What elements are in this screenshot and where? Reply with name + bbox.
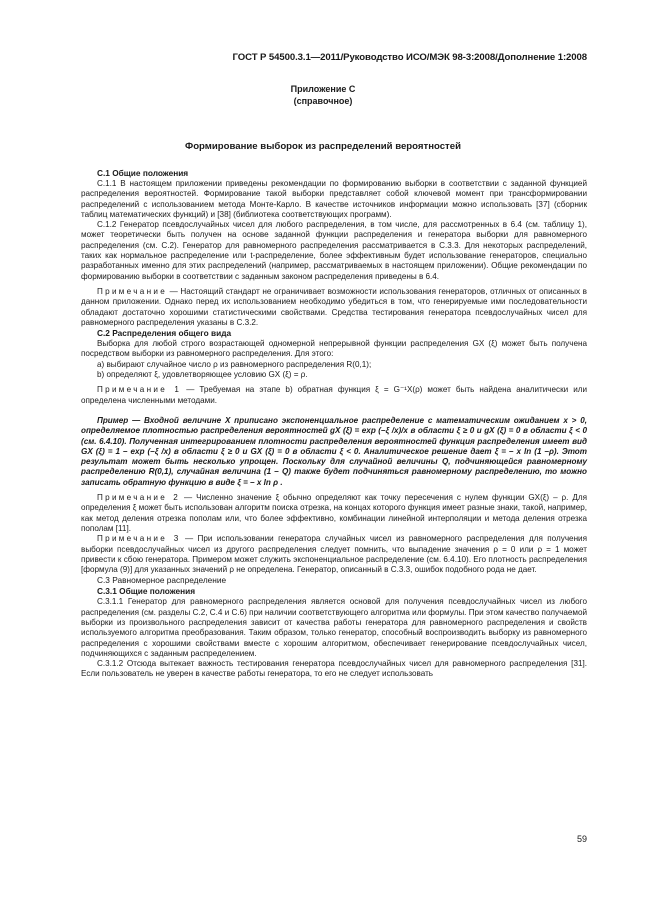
list-item-a: a) выбирают случайное число ρ из равномерного распределения R(0,1); bbox=[97, 359, 372, 369]
section-title: Формирование выборок из распределений вероятностей bbox=[185, 141, 461, 152]
example-paragraph: Пример — Входной величине X приписано экспоненциальное распределение с математическим ожиданием x > 0, определяемое плотностью распределения вероятностей gX (ξ) = exp (–ξ /x)/x в области ξ ≥ 0 и gX (ξ) = 0 в области ξ < 0 (см. 6.4.10). Полученная интегрированием плотности распределения вероятностей функция распределения имеет вид GX (ξ) = 1 – exp (–ξ /x) в области ξ ≥ 0 и GX (ξ) = 0 в области ξ < 0. Аналитическое решение дает ξ = – x ln (1 –ρ). Этот результат может быть несколько упрощен. Поскольку для случайной величины Q, подчиняющейся равномерному распределению R(0,1), случайная величина (1 – Q) также будет подчиняться равномерному распределению, то можно записать обратную функцию в виде ξ = – x ln ρ . bbox=[81, 415, 587, 487]
note-1-label: Примечание 1 bbox=[97, 385, 182, 395]
heading-c1: С.1 Общие положения bbox=[97, 168, 189, 178]
page-number: 59 bbox=[576, 834, 587, 844]
note-label: Примечание bbox=[97, 286, 168, 296]
paragraph-c3-1-1: С.3.1.1 Генератор для равномерного распределения является основой для получения псевдослучайных чисел из любого распределения (см. разделы С.2, С.4 и С.6) при наличии соответствующего алгоритма или формулы. При этом качество получаемой выборки из произвольного распределения зависит от качества работы генератора для равномерного распределения и свойств используемого алгоритма преобразования. Таким образом, только генератор, способный воспроизводить выборку из равномерного распределения с хорошими свойствами вместе с хорошим алгоритмом, обеспечивает генерирование псевдослучайных чисел, подчиняющихся с заданным распределением. bbox=[81, 597, 587, 658]
page-header: ГОСТ Р 54500.3.1—2011/Руководство ИСО/МЭК 98-3:2008/Дополнение 1:2008 bbox=[232, 52, 587, 63]
paragraph-c2: Выборка для любой строго возрастающей одномерной непрерывной функции распределения GX (ξ) может быть получена посредством выборки из равномерного распределения. Для этого: bbox=[81, 339, 587, 359]
note-1 bbox=[81, 385, 587, 406]
note-2-text: — Численно значение ξ обычно определяют как точку пересечения с нулем функции GX(ξ) – ρ. Для определения ξ может быть использован алгоритм поиска отрезка, на концах которого функция имеет разные знаки, такой, например, как метод деления отрезка пополам или, что более эффективно, комбинации линейной интерполяции и метода деления отрезка пополам [11]. bbox=[81, 493, 587, 533]
heading-c2: С.2 Распределения общего вида bbox=[97, 328, 232, 339]
paragraph-c3-1-2: С.3.1.2 Отсюда вытекает важность тестирования генератора псевдослучайных чисел для равномерного распределения [31]. Если пользователь не уверен в качестве работы генератора, то его не следует использовать bbox=[81, 659, 587, 679]
note-3 bbox=[81, 534, 587, 575]
appendix-type: (справочное) bbox=[293, 96, 353, 106]
list-item-b: b) определяют ξ, удовлетворяющее условию GX (ξ) = ρ. bbox=[97, 370, 308, 380]
note-2-label: Примечание 2 bbox=[97, 493, 181, 503]
note-3-text: — При использовании генератора случайных чисел из равномерного распределения для получения выборки псевдослучайных чисел из другого распределения следует помнить, что выпадение значения ρ = 0 или ρ = 1 может привести к сбою генератора. Примером может служить экспоненциальное распределение (см. 6.4.10). Его плотность распределения [формула (9)] для указанных значений ρ не определена. Генератор, описанный в С.3.3, ошибок подобного рода не дает. bbox=[81, 534, 587, 575]
paragraph-c1-1: С.1.1 В настоящем приложении приведены рекомендации по формированию выборки в соответствии с заданной функцией распределения вероятностей. Формирование такой выборки представляет собой ключевой момент при трансформировании распределений с использованием метода Монте-Карло. В качестве источников информации можно использовать [37] (сборник таблиц математических функций) и [38] (библиотека соответствующих программ). bbox=[81, 179, 587, 219]
body-text bbox=[81, 168, 587, 680]
heading-c3-1: С.3.1 Общие положения bbox=[97, 586, 196, 597]
paragraph-c1-2: С.1.2 Генератор псевдослучайных чисел для любого распределения, в том числе, для рассмотренных в 6.4 (см. таблицу 1), может теоретически быть получен на основе заданной функции распределения и генератора выборки для равномерного распределения (см. С.2). Генератор для равномерного распределения рассматривается в С.3.3. Для некоторых распределений, таких как нормальное распределение или t-распределение, более эффективным будет использование генераторов, специально разработанных именно для этих распределений (например, рассматриваемых в настоящем приложении). Общие рекомендации по формированию выборки в соответствии с заданным законом распределения приведены в 6.4. bbox=[81, 220, 587, 281]
note-text: — Настоящий стандарт не ограничивает возможности использования генераторов, отличных от описанных в данном приложении. Однако перед их использованием необходимо убедиться в том, что генерируемые ими последовательности обладают достаточно хорошими статистическими свойствами. Средства тестирования генератора псевдослучайных чисел для равномерного распределения указаны в С.3.2. bbox=[81, 286, 587, 327]
note-general bbox=[81, 287, 587, 328]
note-2 bbox=[81, 493, 587, 534]
appendix-label: Приложение С bbox=[290, 84, 356, 94]
note-1-text: — Требуемая на этапе b) обратная функция ξ = G⁻¹X(ρ) может быть найдена аналитически или определена численными методами. bbox=[81, 385, 588, 405]
note-3-label: Примечание 3 bbox=[97, 534, 181, 544]
heading-c3: С.3 Равномерное распределение bbox=[97, 575, 227, 586]
